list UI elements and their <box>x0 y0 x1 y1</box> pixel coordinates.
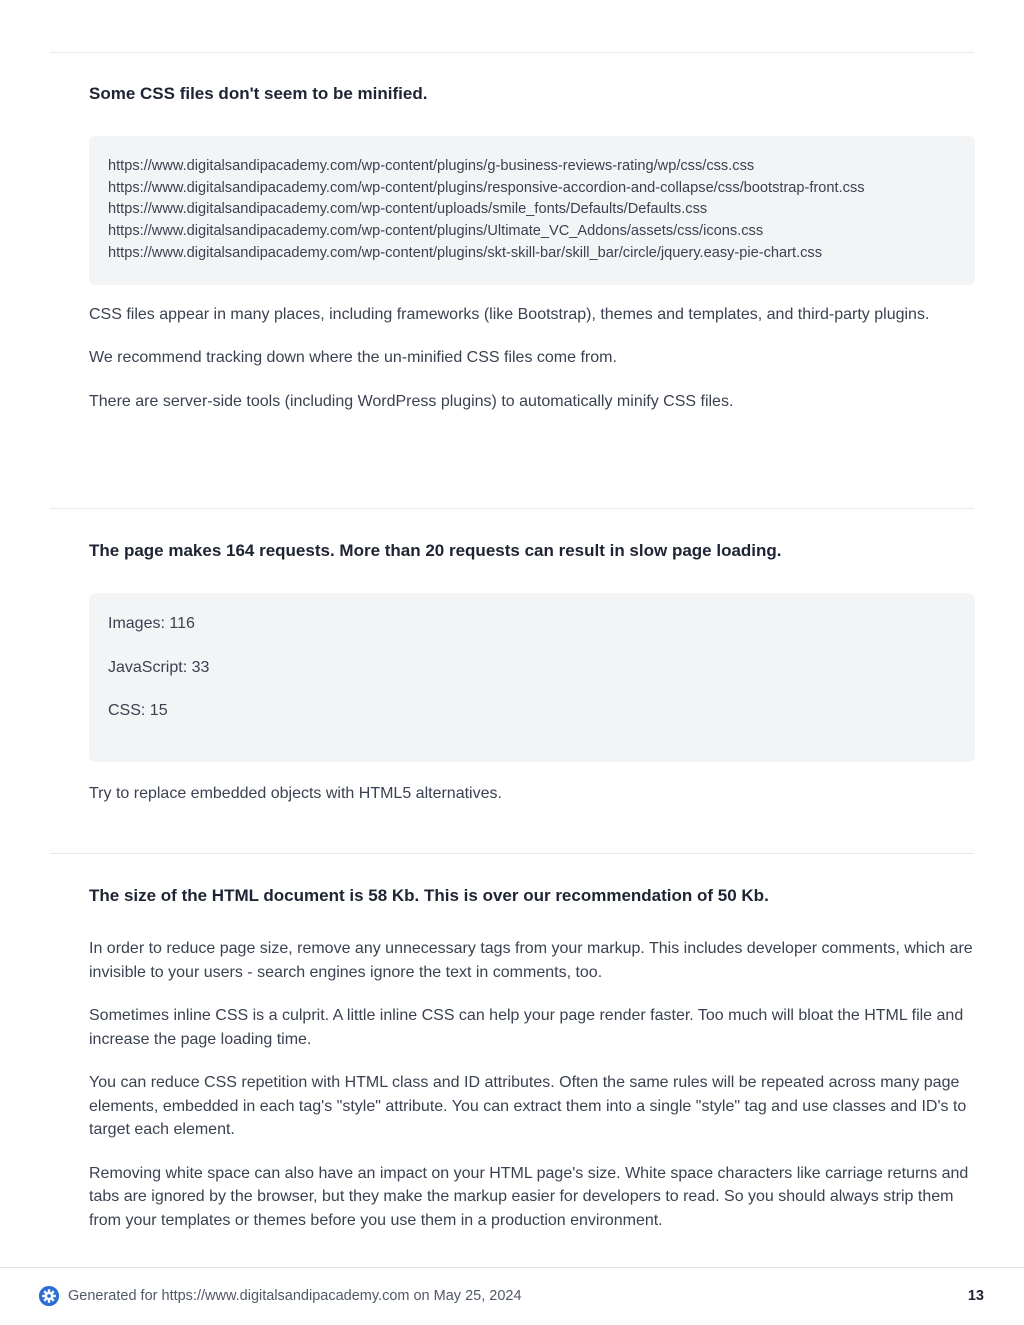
url-item: https://www.digitalsandipacademy.com/wp-content/uploads/smile_fonts/Defaults/Defaults.css <box>108 201 708 218</box>
url-item: https://www.digitalsandipacademy.com/wp-content/plugins/responsive-accordion-and-collapse/css/bootstrap-front.css <box>108 179 865 196</box>
request-counts-box <box>89 593 975 762</box>
page-footer <box>0 1267 1024 1325</box>
paragraph: Sometimes inline CSS is a culprit. A little inline CSS can help your page render faster. Too much will bloat the HTML file and increase the page loading time. <box>89 1007 964 1048</box>
paragraph: Try to replace embedded objects with HTML5 alternatives. <box>89 785 502 802</box>
paragraph: You can reduce CSS repetition with HTML class and ID attributes. Often the same rules will be repeated across many page elements, embedded in each tag's "style" attribute. You can extract them into a single "style" tag and use classes and ID's to target each element. <box>89 1074 967 1138</box>
section-heading: Some CSS files don't seem to be minified. <box>89 84 428 103</box>
url-list-box <box>89 136 975 285</box>
section-heading: The page makes 164 requests. More than 20 requests can result in slow page loading. <box>89 541 782 560</box>
url-item: https://www.digitalsandipacademy.com/wp-content/plugins/g-business-reviews-rating/wp/css/css.css <box>108 158 755 174</box>
css-minify-section <box>89 83 975 413</box>
paragraph: CSS files appear in many places, including frameworks (like Bootstrap), themes and templates, and third-party plugins. <box>89 305 930 323</box>
paragraph: Removing white space can also have an impact on your HTML page's size. White space characters like carriage returns and tabs are ignored by the browser, but they make the markup easier for developers to read. So you should always strip them from your templates or themes before you use them in a production environment. <box>89 1164 969 1229</box>
gear-icon <box>39 1286 59 1306</box>
html-size-section <box>89 885 975 1232</box>
section-divider <box>50 508 974 509</box>
paragraph: There are server-side tools (including WordPress plugins) to automatically minify CSS files. <box>89 392 734 410</box>
section-heading: The size of the HTML document is 58 Kb. This is over our recommendation of 50 Kb. <box>89 886 769 905</box>
section-divider <box>50 853 974 854</box>
section-divider <box>50 52 974 53</box>
page-number: 13 <box>967 1288 984 1304</box>
request-count-item: Images: 116 <box>108 615 195 632</box>
paragraph: We recommend tracking down where the un-minified CSS files come from. <box>89 349 617 367</box>
url-item: https://www.digitalsandipacademy.com/wp-content/plugins/Ultimate_VC_Addons/assets/css/icons.css <box>108 223 764 240</box>
request-count-item: CSS: 15 <box>108 702 168 719</box>
request-count-item: JavaScript: 33 <box>108 658 210 676</box>
url-item: https://www.digitalsandipacademy.com/wp-content/plugins/skt-skill-bar/skill_bar/circle/jquery.easy-pie-chart.css <box>108 244 823 261</box>
paragraph: In order to reduce page size, remove any unnecessary tags from your markup. This includes developer comments, which are invisible to your users - search engines ignore the text in comments, too. <box>89 940 973 981</box>
footer-generated-text: Generated for https://www.digitalsandipacademy.com on May 25, 2024 <box>68 1288 522 1304</box>
requests-section <box>89 540 975 806</box>
